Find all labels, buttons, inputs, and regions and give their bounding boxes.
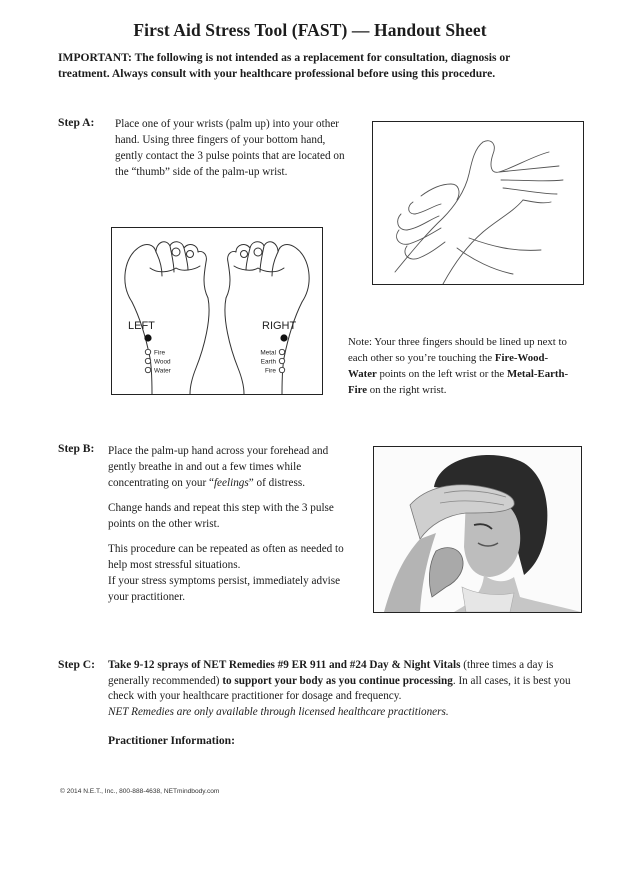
step-b-para-3: This procedure can be repeated as often as needed to help most stressful situations. <box>108 543 344 571</box>
left-hand-label: LEFT <box>128 320 155 332</box>
step-c-dosage: Take 9-12 sprays of NET Remedies #9 ER 911 and #24 Day & Night Vitals <box>108 659 461 671</box>
left-point-3: Water <box>154 367 171 375</box>
step-b-para-4: If your stress symptoms persist, immediately advise your practitioner. <box>108 575 341 603</box>
left-point-1: Fire <box>154 349 166 357</box>
step-c-text <box>108 658 574 720</box>
right-point-3: Fire <box>264 367 276 375</box>
note-right-points: Metal-Earth-Fire <box>348 368 569 396</box>
step-b-text <box>108 443 353 614</box>
step-a-text: Place one of your wrists (palm up) into your other hand. Using three fingers of your bottom hand, gently contact the 3 pulse points that are located on the “thumb” side of the palm-up wrist. <box>115 118 345 178</box>
step-c-frequency: (three times a day is generally recommended) <box>108 659 554 687</box>
hands-drawing <box>112 228 322 394</box>
important-lead: IMPORTANT: <box>58 51 132 64</box>
step-c-support: to support your body as you continue processing <box>222 674 453 687</box>
left-point-2: Wood <box>154 358 171 366</box>
step-a-note <box>348 334 576 398</box>
note-intro: Note: Your three fingers should be lined up next to each other so you’re touching the <box>348 336 567 364</box>
step-a-label: Step A: <box>58 116 95 129</box>
important-notice <box>58 50 564 82</box>
right-point-2: Earth <box>260 358 276 366</box>
step-c-advice: . In all cases, it is best you check with your healthcare practitioner for dosage and frequency. <box>108 674 571 702</box>
important-text: The following is not intended as a replacement for consultation, diagnosis or treatment. Always consult with your healthcare professional before using this procedure. <box>58 51 511 80</box>
woman-forehead-image <box>374 447 581 612</box>
note-end: on the right wrist. <box>369 384 447 396</box>
step-b-para-1: Place the palm-up hand across your forehead and gently breathe in and out a few times while concentrating on your “feelings” of distress. <box>108 445 329 489</box>
right-point-1: Metal <box>260 349 276 357</box>
wrist-hold-illustration <box>372 121 584 285</box>
step-b-label: Step B: <box>58 442 95 455</box>
wrist-hold-drawing <box>373 122 583 284</box>
right-hand-label: RIGHT <box>262 320 297 332</box>
practitioner-info-label: Practitioner Information: <box>108 734 235 747</box>
step-c-label: Step C: <box>58 658 96 671</box>
forehead-photo <box>373 446 582 613</box>
note-left-points: Fire-Wood-Water <box>348 352 549 380</box>
note-mid: points on the left wrist or the <box>379 368 505 380</box>
step-b-para-2: Change hands and repeat this step with the 3 pulse points on the other wrist. <box>108 502 334 530</box>
copyright-footer: © 2014 N.E.T., Inc., 800-888-4638, NETmindbody.com <box>60 788 220 795</box>
page-title: First Aid Stress Tool (FAST) — Handout Sheet <box>133 20 487 40</box>
step-c-availability: NET Remedies are only available through licensed healthcare practitioners. <box>108 705 449 718</box>
pulse-points-diagram <box>111 227 323 395</box>
